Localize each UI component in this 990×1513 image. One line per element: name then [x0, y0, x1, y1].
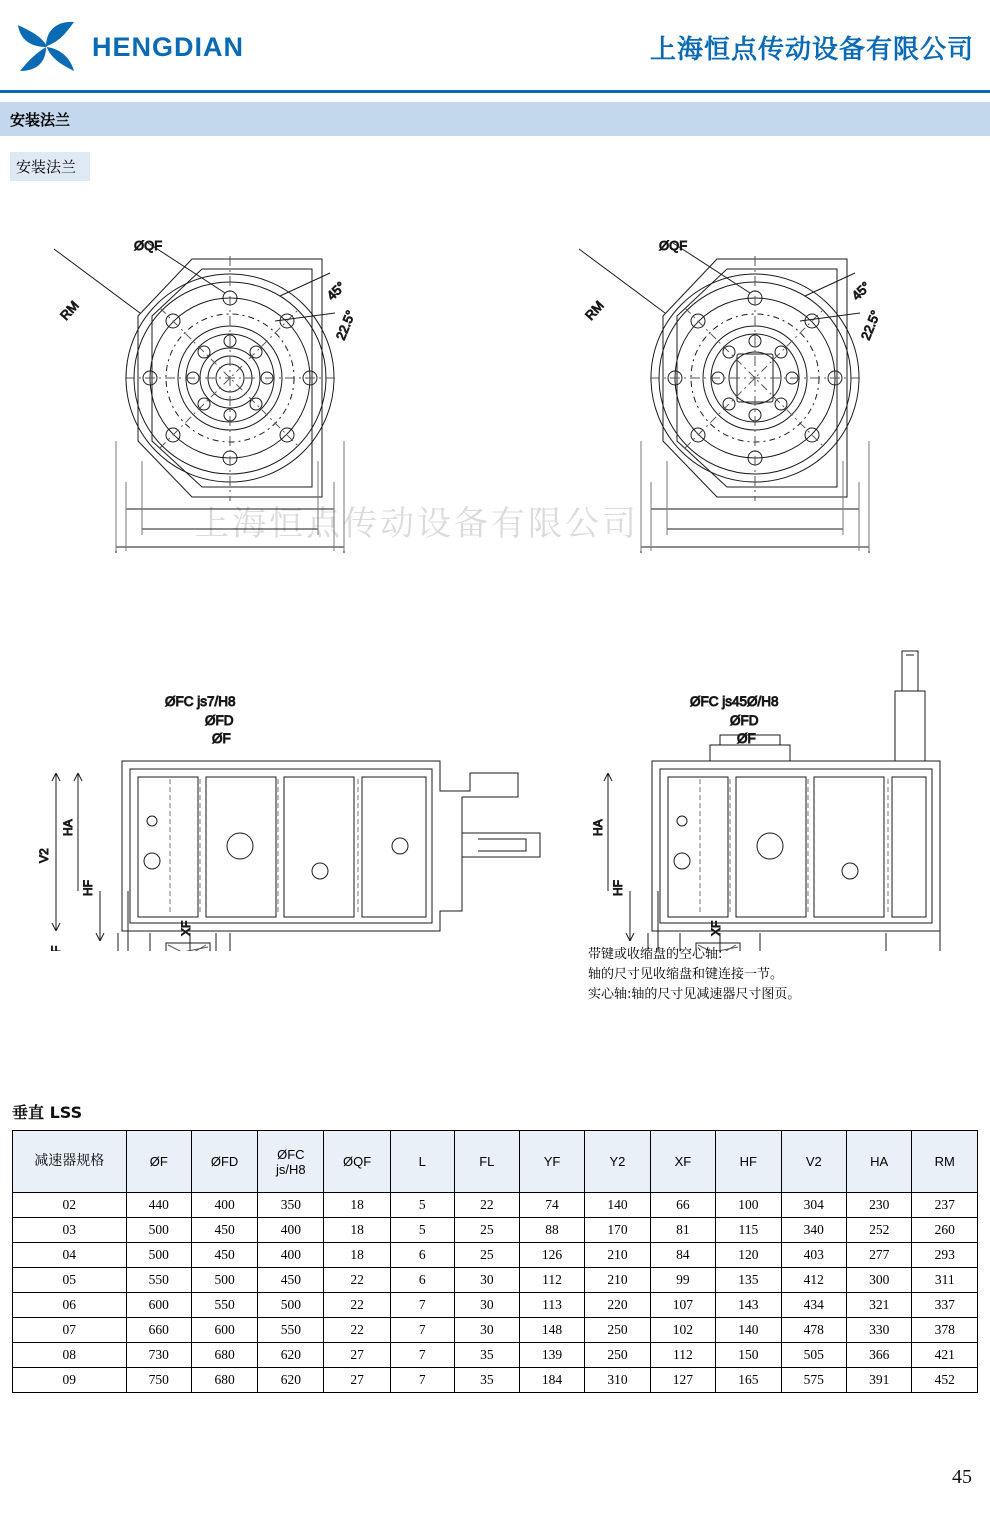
page-header: [0, 0, 990, 90]
cell-ha: 391: [846, 1368, 911, 1393]
cell-yf: 139: [519, 1343, 584, 1368]
col-header-v2: V2: [781, 1131, 846, 1193]
svg-text:ØFC js7/H8: ØFC js7/H8: [165, 694, 236, 709]
cell-fl: 30: [454, 1268, 519, 1293]
subtitle: 安装法兰: [10, 152, 90, 181]
cell-ofc: 620: [258, 1368, 324, 1393]
cell-ha: 230: [846, 1193, 911, 1218]
cell-yf: 88: [519, 1218, 584, 1243]
cell-v2: 304: [781, 1193, 846, 1218]
cell-hf: 120: [716, 1243, 781, 1268]
cell-rm: 293: [912, 1243, 978, 1268]
section-title-bar: 安装法兰: [0, 102, 990, 136]
cell-ofd: 550: [192, 1293, 258, 1318]
notes-block: [588, 945, 800, 1005]
cell-y2: 140: [585, 1193, 650, 1218]
cell-v2: 575: [781, 1368, 846, 1393]
cell-model: 07: [13, 1318, 127, 1343]
cell-yf: 148: [519, 1318, 584, 1343]
cell-v2: 340: [781, 1218, 846, 1243]
cell-y2: 250: [585, 1343, 650, 1368]
cell-yf: 126: [519, 1243, 584, 1268]
cell-ofd: 450: [192, 1243, 258, 1268]
cell-ofd: 680: [192, 1368, 258, 1393]
cell-rm: 421: [912, 1343, 978, 1368]
cell-y2: 170: [585, 1218, 650, 1243]
table-body: [13, 1193, 978, 1393]
cell-model: 03: [13, 1218, 127, 1243]
cell-y2: 220: [585, 1293, 650, 1318]
cell-y2: 250: [585, 1318, 650, 1343]
cell-ofc: 400: [258, 1243, 324, 1268]
brand: [16, 19, 244, 75]
col-header-l: L: [390, 1131, 454, 1193]
cell-l: 7: [390, 1318, 454, 1343]
cell-rm: 337: [912, 1293, 978, 1318]
table-row: [13, 1318, 978, 1343]
cell-hf: 150: [716, 1343, 781, 1368]
cell-v2: 434: [781, 1293, 846, 1318]
fan-logo-icon: [16, 19, 78, 75]
cell-l: 7: [390, 1343, 454, 1368]
cell-yf: 184: [519, 1368, 584, 1393]
cell-ofd: 400: [192, 1193, 258, 1218]
cell-of: 660: [126, 1318, 191, 1343]
svg-text:XF: XF: [709, 920, 723, 936]
table-row: [13, 1368, 978, 1393]
cell-ofc: 400: [258, 1218, 324, 1243]
cell-model: 08: [13, 1343, 127, 1368]
cell-model: 05: [13, 1268, 127, 1293]
col-header-xf: XF: [650, 1131, 715, 1193]
header-divider: [0, 90, 990, 93]
cell-ofc: 350: [258, 1193, 324, 1218]
cell-fl: 22: [454, 1193, 519, 1218]
technical-drawing-area: [0, 191, 990, 951]
cell-l: 7: [390, 1368, 454, 1393]
cell-ofc: 450: [258, 1268, 324, 1293]
svg-text:RM: RM: [57, 297, 82, 324]
cell-xf: 102: [650, 1318, 715, 1343]
note-line-2: 轴的尺寸见收缩盘和键连接一节。: [588, 967, 784, 982]
cell-of: 750: [126, 1368, 191, 1393]
cell-of: 730: [126, 1343, 191, 1368]
svg-text:ØF: ØF: [212, 731, 231, 746]
cell-xf: 81: [650, 1218, 715, 1243]
cell-xf: 84: [650, 1243, 715, 1268]
cell-ha: 321: [846, 1293, 911, 1318]
col-header-oqf: ØQF: [324, 1131, 390, 1193]
cell-l: 5: [390, 1193, 454, 1218]
cell-oqf: 22: [324, 1318, 390, 1343]
table-row: [13, 1268, 978, 1293]
cell-ofd: 500: [192, 1268, 258, 1293]
cell-fl: 25: [454, 1218, 519, 1243]
cell-rm: 452: [912, 1368, 978, 1393]
cell-ha: 252: [846, 1218, 911, 1243]
table-row: [13, 1193, 978, 1218]
cell-v2: 403: [781, 1243, 846, 1268]
col-header-fl: FL: [454, 1131, 519, 1193]
cell-rm: 237: [912, 1193, 978, 1218]
cell-ofc: 500: [258, 1293, 324, 1318]
cell-oqf: 18: [324, 1218, 390, 1243]
cell-oqf: 18: [324, 1243, 390, 1268]
cell-fl: 25: [454, 1243, 519, 1268]
cell-hf: 165: [716, 1368, 781, 1393]
svg-text:22.5°: 22.5°: [332, 308, 359, 343]
cell-y2: 210: [585, 1268, 650, 1293]
svg-text:ØQF: ØQF: [134, 238, 163, 253]
cell-yf: 112: [519, 1268, 584, 1293]
svg-text:ØFD: ØFD: [205, 713, 234, 728]
cell-model: 04: [13, 1243, 127, 1268]
cell-hf: 100: [716, 1193, 781, 1218]
col-header-hf: HF: [716, 1131, 781, 1193]
cell-oqf: 27: [324, 1343, 390, 1368]
drawing-svg: [0, 191, 990, 951]
cell-xf: 99: [650, 1268, 715, 1293]
svg-text:HA: HA: [591, 819, 605, 836]
table-row: [13, 1218, 978, 1243]
cell-oqf: 22: [324, 1268, 390, 1293]
cell-fl: 30: [454, 1293, 519, 1318]
cell-ofc: 550: [258, 1318, 324, 1343]
cell-l: 6: [390, 1268, 454, 1293]
cell-ha: 300: [846, 1268, 911, 1293]
svg-text:RM: RM: [582, 297, 607, 324]
cell-rm: 378: [912, 1318, 978, 1343]
cell-rm: 311: [912, 1268, 978, 1293]
cell-ha: 366: [846, 1343, 911, 1368]
cell-hf: 135: [716, 1268, 781, 1293]
cell-of: 440: [126, 1193, 191, 1218]
watermark-text: 上海恒点传动设备有限公司: [195, 504, 639, 544]
cell-xf: 107: [650, 1293, 715, 1318]
cell-l: 5: [390, 1218, 454, 1243]
cell-of: 500: [126, 1243, 191, 1268]
cell-fl: 35: [454, 1368, 519, 1393]
col-header-ofd: ØFD: [192, 1131, 258, 1193]
svg-text:ØFD: ØFD: [730, 713, 759, 728]
svg-text:45°: 45°: [323, 278, 349, 304]
cell-fl: 35: [454, 1343, 519, 1368]
svg-text:YF: [49, 946, 63, 951]
cell-xf: 127: [650, 1368, 715, 1393]
cell-ha: 277: [846, 1243, 911, 1268]
svg-text:XF: XF: [179, 920, 193, 936]
cell-fl: 30: [454, 1318, 519, 1343]
table-row: [13, 1243, 978, 1268]
table-title: 垂直 LSS: [12, 1103, 83, 1122]
subtitle-wrap: [0, 136, 990, 181]
cell-of: 550: [126, 1268, 191, 1293]
cell-l: 6: [390, 1243, 454, 1268]
specification-table: [12, 1130, 978, 1393]
cell-ofd: 680: [192, 1343, 258, 1368]
cell-model: 09: [13, 1368, 127, 1393]
svg-text:45°: 45°: [848, 278, 874, 304]
cell-ofd: 450: [192, 1218, 258, 1243]
cell-y2: 310: [585, 1368, 650, 1393]
svg-text:ØFC js45Ø/H8: ØFC js45Ø/H8: [690, 694, 779, 709]
col-header-ofc-line2: js/H8: [276, 1161, 306, 1177]
cell-rm: 260: [912, 1218, 978, 1243]
cell-hf: 140: [716, 1318, 781, 1343]
svg-text:HA: HA: [61, 819, 75, 836]
cell-ofc: 620: [258, 1343, 324, 1368]
table-head: [13, 1131, 978, 1193]
cell-hf: 115: [716, 1218, 781, 1243]
col-header-ofc: [258, 1131, 324, 1193]
cell-oqf: 27: [324, 1368, 390, 1393]
cell-model: 06: [13, 1293, 127, 1318]
table-header-row: [13, 1131, 978, 1193]
svg-text:ØF: ØF: [737, 731, 756, 746]
cell-ofd: 600: [192, 1318, 258, 1343]
svg-text:V2: V2: [37, 848, 51, 863]
brand-name: HENGDIAN: [92, 31, 245, 62]
company-name-cn: 上海恒点传动设备有限公司: [649, 34, 974, 65]
col-header-rm: RM: [912, 1131, 978, 1193]
cell-yf: 74: [519, 1193, 584, 1218]
cell-v2: 505: [781, 1343, 846, 1368]
note-line-1: 带键或收缩盘的空心轴:: [588, 947, 723, 962]
table-row: [13, 1293, 978, 1318]
cell-model: 02: [13, 1193, 127, 1218]
col-header-of: ØF: [126, 1131, 191, 1193]
cell-of: 600: [126, 1293, 191, 1318]
cell-l: 7: [390, 1293, 454, 1318]
cell-y2: 210: [585, 1243, 650, 1268]
cell-hf: 143: [716, 1293, 781, 1318]
cell-ha: 330: [846, 1318, 911, 1343]
cell-v2: 412: [781, 1268, 846, 1293]
svg-text:HF: HF: [81, 880, 95, 896]
svg-text:HF: HF: [611, 880, 625, 896]
cell-oqf: 18: [324, 1193, 390, 1218]
cell-xf: 112: [650, 1343, 715, 1368]
page-number: 45: [952, 1466, 972, 1488]
col-header-y2: Y2: [585, 1131, 650, 1193]
cell-v2: 478: [781, 1318, 846, 1343]
table-row: [13, 1343, 978, 1368]
cell-xf: 66: [650, 1193, 715, 1218]
col-header-model: 减速器规格: [13, 1131, 127, 1193]
cell-of: 500: [126, 1218, 191, 1243]
col-header-yf: YF: [519, 1131, 584, 1193]
svg-text:ØQF: ØQF: [659, 238, 688, 253]
col-header-ha: HA: [846, 1131, 911, 1193]
cell-yf: 113: [519, 1293, 584, 1318]
note-line-3: 实心轴:轴的尺寸见减速器尺寸图页。: [588, 987, 801, 1002]
col-header-ofc-line1: ØFC: [277, 1146, 305, 1162]
cell-oqf: 22: [324, 1293, 390, 1318]
svg-text:22.5°: 22.5°: [857, 308, 884, 343]
